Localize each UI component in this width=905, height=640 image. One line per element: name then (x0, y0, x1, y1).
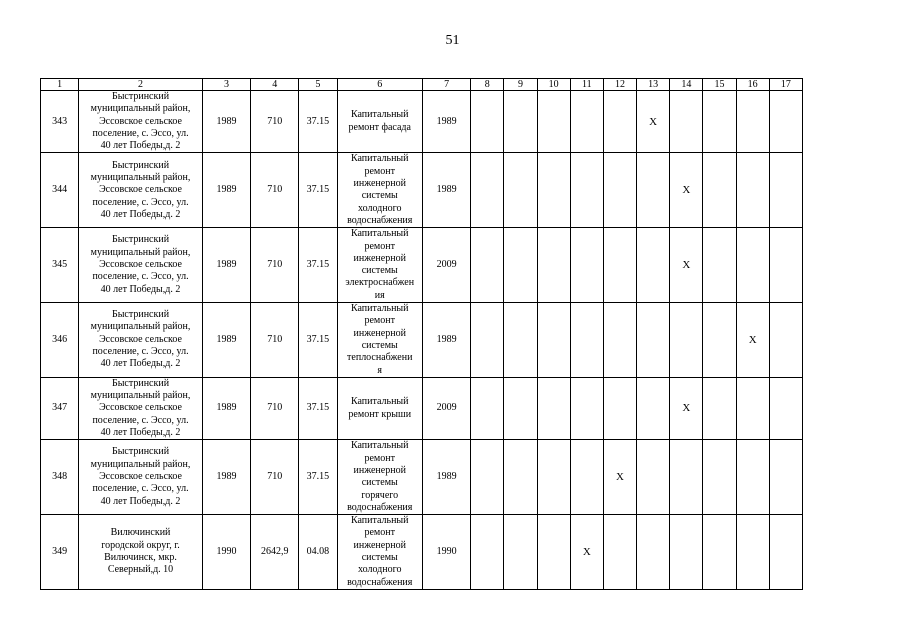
empty-cell (736, 228, 769, 303)
column-number-cell: 4 (251, 79, 299, 91)
address-cell-line: городской округ, г. (101, 539, 180, 551)
empty-cell (603, 515, 636, 590)
address-cell-line: муниципальный район, (90, 390, 191, 402)
year-cell: 1989 (202, 303, 250, 378)
empty-cell (471, 515, 504, 590)
empty-cell (570, 228, 603, 303)
work-type-cell-line: ремонт фасада (348, 121, 411, 133)
empty-cell (504, 228, 537, 303)
row-number-cell: 345 (41, 228, 79, 303)
empty-cell (471, 303, 504, 378)
empty-cell (504, 377, 537, 439)
address-cell-line: Быстринский (111, 446, 170, 458)
address-cell-line: поселение, с. Эссо, ул. (92, 127, 189, 139)
address-cell (79, 153, 203, 228)
empty-cell (769, 515, 802, 590)
work-type-cell-line: горячего (361, 489, 399, 501)
mark-cell: X (637, 91, 670, 153)
row-number-cell: 347 (41, 377, 79, 439)
empty-cell (736, 440, 769, 515)
address-cell-line: поселение, с. Эссо, ул. (92, 196, 189, 208)
empty-cell (637, 377, 670, 439)
address-cell-line: Быстринский (111, 309, 170, 321)
empty-cell (736, 377, 769, 439)
value-cell: 37.15 (299, 377, 337, 439)
work-type-cell (337, 91, 422, 153)
column-number-cell: 3 (202, 79, 250, 91)
column-number-cell: 1 (41, 79, 79, 91)
address-cell-line: Быстринский (111, 234, 170, 246)
empty-cell (570, 91, 603, 153)
empty-cell (603, 228, 636, 303)
address-cell-line: муниципальный район, (90, 321, 191, 333)
empty-cell (703, 440, 736, 515)
address-cell-line: Эссовское сельское (99, 402, 182, 414)
column-number-cell: 14 (670, 79, 703, 91)
empty-cell (537, 303, 570, 378)
empty-cell (504, 153, 537, 228)
work-type-cell (337, 303, 422, 378)
empty-cell (537, 440, 570, 515)
empty-cell (769, 303, 802, 378)
empty-cell (603, 153, 636, 228)
row-number-cell: 346 (41, 303, 79, 378)
empty-cell (769, 228, 802, 303)
table-row (41, 228, 803, 303)
table-row (41, 440, 803, 515)
empty-cell (504, 515, 537, 590)
empty-cell (703, 153, 736, 228)
column-number-cell: 7 (422, 79, 470, 91)
empty-cell (736, 91, 769, 153)
address-cell (79, 515, 203, 590)
work-type-cell (337, 228, 422, 303)
empty-cell (537, 91, 570, 153)
address-cell-line: поселение, с. Эссо, ул. (92, 271, 189, 283)
address-cell-line: 40 лет Победы,д. 2 (100, 140, 181, 152)
work-type-cell-line: инженерной (353, 327, 406, 339)
column-number-cell: 15 (703, 79, 736, 91)
empty-cell (504, 440, 537, 515)
work-type-cell-line: теплоснабжени (347, 352, 413, 364)
work-type-cell-line: системы (361, 339, 398, 351)
row-number-cell: 349 (41, 515, 79, 590)
empty-cell (637, 153, 670, 228)
empty-cell (703, 91, 736, 153)
address-cell-line: 40 лет Победы,д. 2 (100, 208, 181, 220)
work-type-cell-line: ремонт крыши (348, 408, 412, 420)
column-number-cell: 2 (79, 79, 203, 91)
value-cell: 37.15 (299, 440, 337, 515)
work-type-cell-line: водоснабжения (347, 576, 413, 588)
work-type-cell (337, 153, 422, 228)
year-cell: 1990 (202, 515, 250, 590)
value-cell: 37.15 (299, 91, 337, 153)
area-cell: 710 (251, 228, 299, 303)
mark-cell: X (670, 377, 703, 439)
work-type-cell-line: Капитальный (350, 396, 409, 408)
address-cell-line: 40 лет Победы,д. 2 (100, 495, 181, 507)
column-number-cell: 9 (504, 79, 537, 91)
column-number-cell: 6 (337, 79, 422, 91)
address-cell-line: Эссовское сельское (99, 184, 182, 196)
empty-cell (769, 91, 802, 153)
empty-cell (471, 377, 504, 439)
work-type-cell-line: системы (361, 477, 398, 489)
area-cell: 710 (251, 303, 299, 378)
area-cell: 710 (251, 440, 299, 515)
year-cell: 1989 (422, 91, 470, 153)
year-cell: 1989 (202, 377, 250, 439)
work-type-cell (337, 440, 422, 515)
column-number-cell: 8 (471, 79, 504, 91)
empty-cell (670, 515, 703, 590)
work-type-cell-line: ремонт (364, 315, 395, 327)
work-type-cell-line: системы (361, 265, 398, 277)
column-number-cell: 17 (769, 79, 802, 91)
table-row (41, 91, 803, 153)
address-cell-line: Вилючинск, мкр. (104, 551, 177, 563)
address-cell-line: Вилючинский (110, 527, 171, 539)
empty-cell (570, 440, 603, 515)
work-type-cell-line: ия (374, 289, 385, 301)
empty-cell (769, 440, 802, 515)
empty-cell (637, 303, 670, 378)
page-number: 51 (445, 33, 460, 48)
empty-cell (471, 153, 504, 228)
work-type-cell-line: Капитальный (350, 153, 409, 165)
year-cell: 1989 (202, 440, 250, 515)
mark-cell: X (670, 153, 703, 228)
table-row (41, 515, 803, 590)
empty-cell (670, 440, 703, 515)
work-type-cell-line: инженерной (353, 464, 406, 476)
address-cell-line: муниципальный район, (90, 103, 191, 115)
work-type-cell (337, 515, 422, 590)
work-type-cell-line: инженерной (353, 252, 406, 264)
year-cell: 1989 (202, 91, 250, 153)
address-cell-line: Северный,д. 10 (107, 564, 174, 576)
area-cell: 710 (251, 153, 299, 228)
address-cell-line: Эссовское сельское (99, 115, 182, 127)
address-cell-line: муниципальный район, (90, 458, 191, 470)
year-cell: 1989 (422, 153, 470, 228)
work-type-cell-line: водоснабжения (347, 214, 413, 226)
address-cell (79, 303, 203, 378)
empty-cell (736, 515, 769, 590)
work-type-cell-line: Капитальный (350, 109, 409, 121)
area-cell: 710 (251, 377, 299, 439)
year-cell: 1989 (422, 440, 470, 515)
empty-cell (703, 515, 736, 590)
work-type-cell-line: ремонт (364, 452, 395, 464)
table-row (41, 153, 803, 228)
empty-cell (703, 303, 736, 378)
table-row (41, 377, 803, 439)
work-type-cell-line: инженерной (353, 539, 406, 551)
empty-cell (603, 377, 636, 439)
empty-cell (471, 228, 504, 303)
empty-cell (736, 153, 769, 228)
work-type-cell-line: Капитальный (350, 515, 409, 527)
work-type-cell-line: Капитальный (350, 303, 409, 315)
address-cell-line: муниципальный район, (90, 246, 191, 258)
address-cell-line: Быстринский (111, 377, 170, 389)
empty-cell (570, 377, 603, 439)
mark-cell: X (570, 515, 603, 590)
year-cell: 1989 (202, 228, 250, 303)
empty-cell (670, 303, 703, 378)
mark-cell: X (670, 228, 703, 303)
address-cell-line: 40 лет Победы,д. 2 (100, 427, 181, 439)
address-cell-line: поселение, с. Эссо, ул. (92, 483, 189, 495)
column-number-cell: 11 (570, 79, 603, 91)
work-type-cell-line: электроснабжен (345, 277, 415, 289)
empty-cell (637, 515, 670, 590)
address-cell-line: Быстринский (111, 159, 170, 171)
work-type-cell (337, 377, 422, 439)
address-cell-line: 40 лет Победы,д. 2 (100, 283, 181, 295)
column-number-cell: 10 (537, 79, 570, 91)
address-cell-line: Эссовское сельское (99, 259, 182, 270)
empty-cell (504, 303, 537, 378)
empty-cell (769, 153, 802, 228)
address-cell (79, 440, 203, 515)
work-type-cell-line: ремонт (364, 240, 395, 252)
year-cell: 1990 (422, 515, 470, 590)
work-type-cell-line: Капитальный (350, 228, 409, 240)
mark-cell: X (603, 440, 636, 515)
work-type-cell-line: ремонт (364, 165, 395, 177)
empty-cell (637, 228, 670, 303)
value-cell: 37.15 (299, 153, 337, 228)
address-cell (79, 228, 203, 303)
work-type-cell-line: водоснабжения (347, 501, 413, 513)
empty-cell (537, 377, 570, 439)
work-type-cell-line: холодного (357, 564, 402, 576)
work-type-cell-line: ремонт (364, 527, 395, 539)
empty-cell (603, 91, 636, 153)
empty-cell (637, 440, 670, 515)
capital-repair-table (40, 78, 803, 590)
column-number-cell: 12 (603, 79, 636, 91)
work-type-cell-line: Капитальный (350, 440, 409, 452)
address-cell-line: 40 лет Победы,д. 2 (100, 358, 181, 370)
empty-cell (504, 91, 537, 153)
address-cell-line: поселение, с. Эссо, ул. (92, 414, 189, 426)
year-cell: 1989 (422, 303, 470, 378)
empty-cell (471, 91, 504, 153)
empty-cell (537, 515, 570, 590)
empty-cell (703, 377, 736, 439)
empty-cell (570, 303, 603, 378)
row-number-cell: 344 (41, 153, 79, 228)
address-cell-line: поселение, с. Эссо, ул. (92, 346, 189, 358)
address-cell-line: муниципальный район, (90, 171, 191, 183)
empty-cell (603, 303, 636, 378)
empty-cell (471, 440, 504, 515)
value-cell: 37.15 (299, 303, 337, 378)
empty-cell (769, 377, 802, 439)
value-cell: 37.15 (299, 228, 337, 303)
column-number-row (41, 79, 803, 91)
value-cell: 04.08 (299, 515, 337, 590)
empty-cell (670, 91, 703, 153)
area-cell: 710 (251, 91, 299, 153)
address-cell (79, 377, 203, 439)
year-cell: 2009 (422, 228, 470, 303)
empty-cell (570, 153, 603, 228)
work-type-cell-line: холодного (357, 202, 402, 214)
table-row (41, 303, 803, 378)
work-type-cell-line: инженерной (353, 178, 406, 190)
empty-cell (537, 153, 570, 228)
address-cell (79, 91, 203, 153)
empty-cell (703, 228, 736, 303)
work-type-cell-line: системы (361, 551, 398, 563)
address-cell-line: Быстринский (111, 91, 170, 102)
year-cell: 1989 (202, 153, 250, 228)
address-cell-line: Эссовское сельское (99, 333, 182, 345)
empty-cell (537, 228, 570, 303)
column-number-cell: 13 (637, 79, 670, 91)
column-number-cell: 16 (736, 79, 769, 91)
work-type-cell-line: я (377, 364, 383, 376)
column-number-cell: 5 (299, 79, 337, 91)
row-number-cell: 343 (41, 91, 79, 153)
row-number-cell: 348 (41, 440, 79, 515)
address-cell-line: Эссовское сельское (99, 471, 182, 483)
year-cell: 2009 (422, 377, 470, 439)
work-type-cell-line: системы (361, 190, 398, 202)
mark-cell: X (736, 303, 769, 378)
area-cell: 2642,9 (251, 515, 299, 590)
